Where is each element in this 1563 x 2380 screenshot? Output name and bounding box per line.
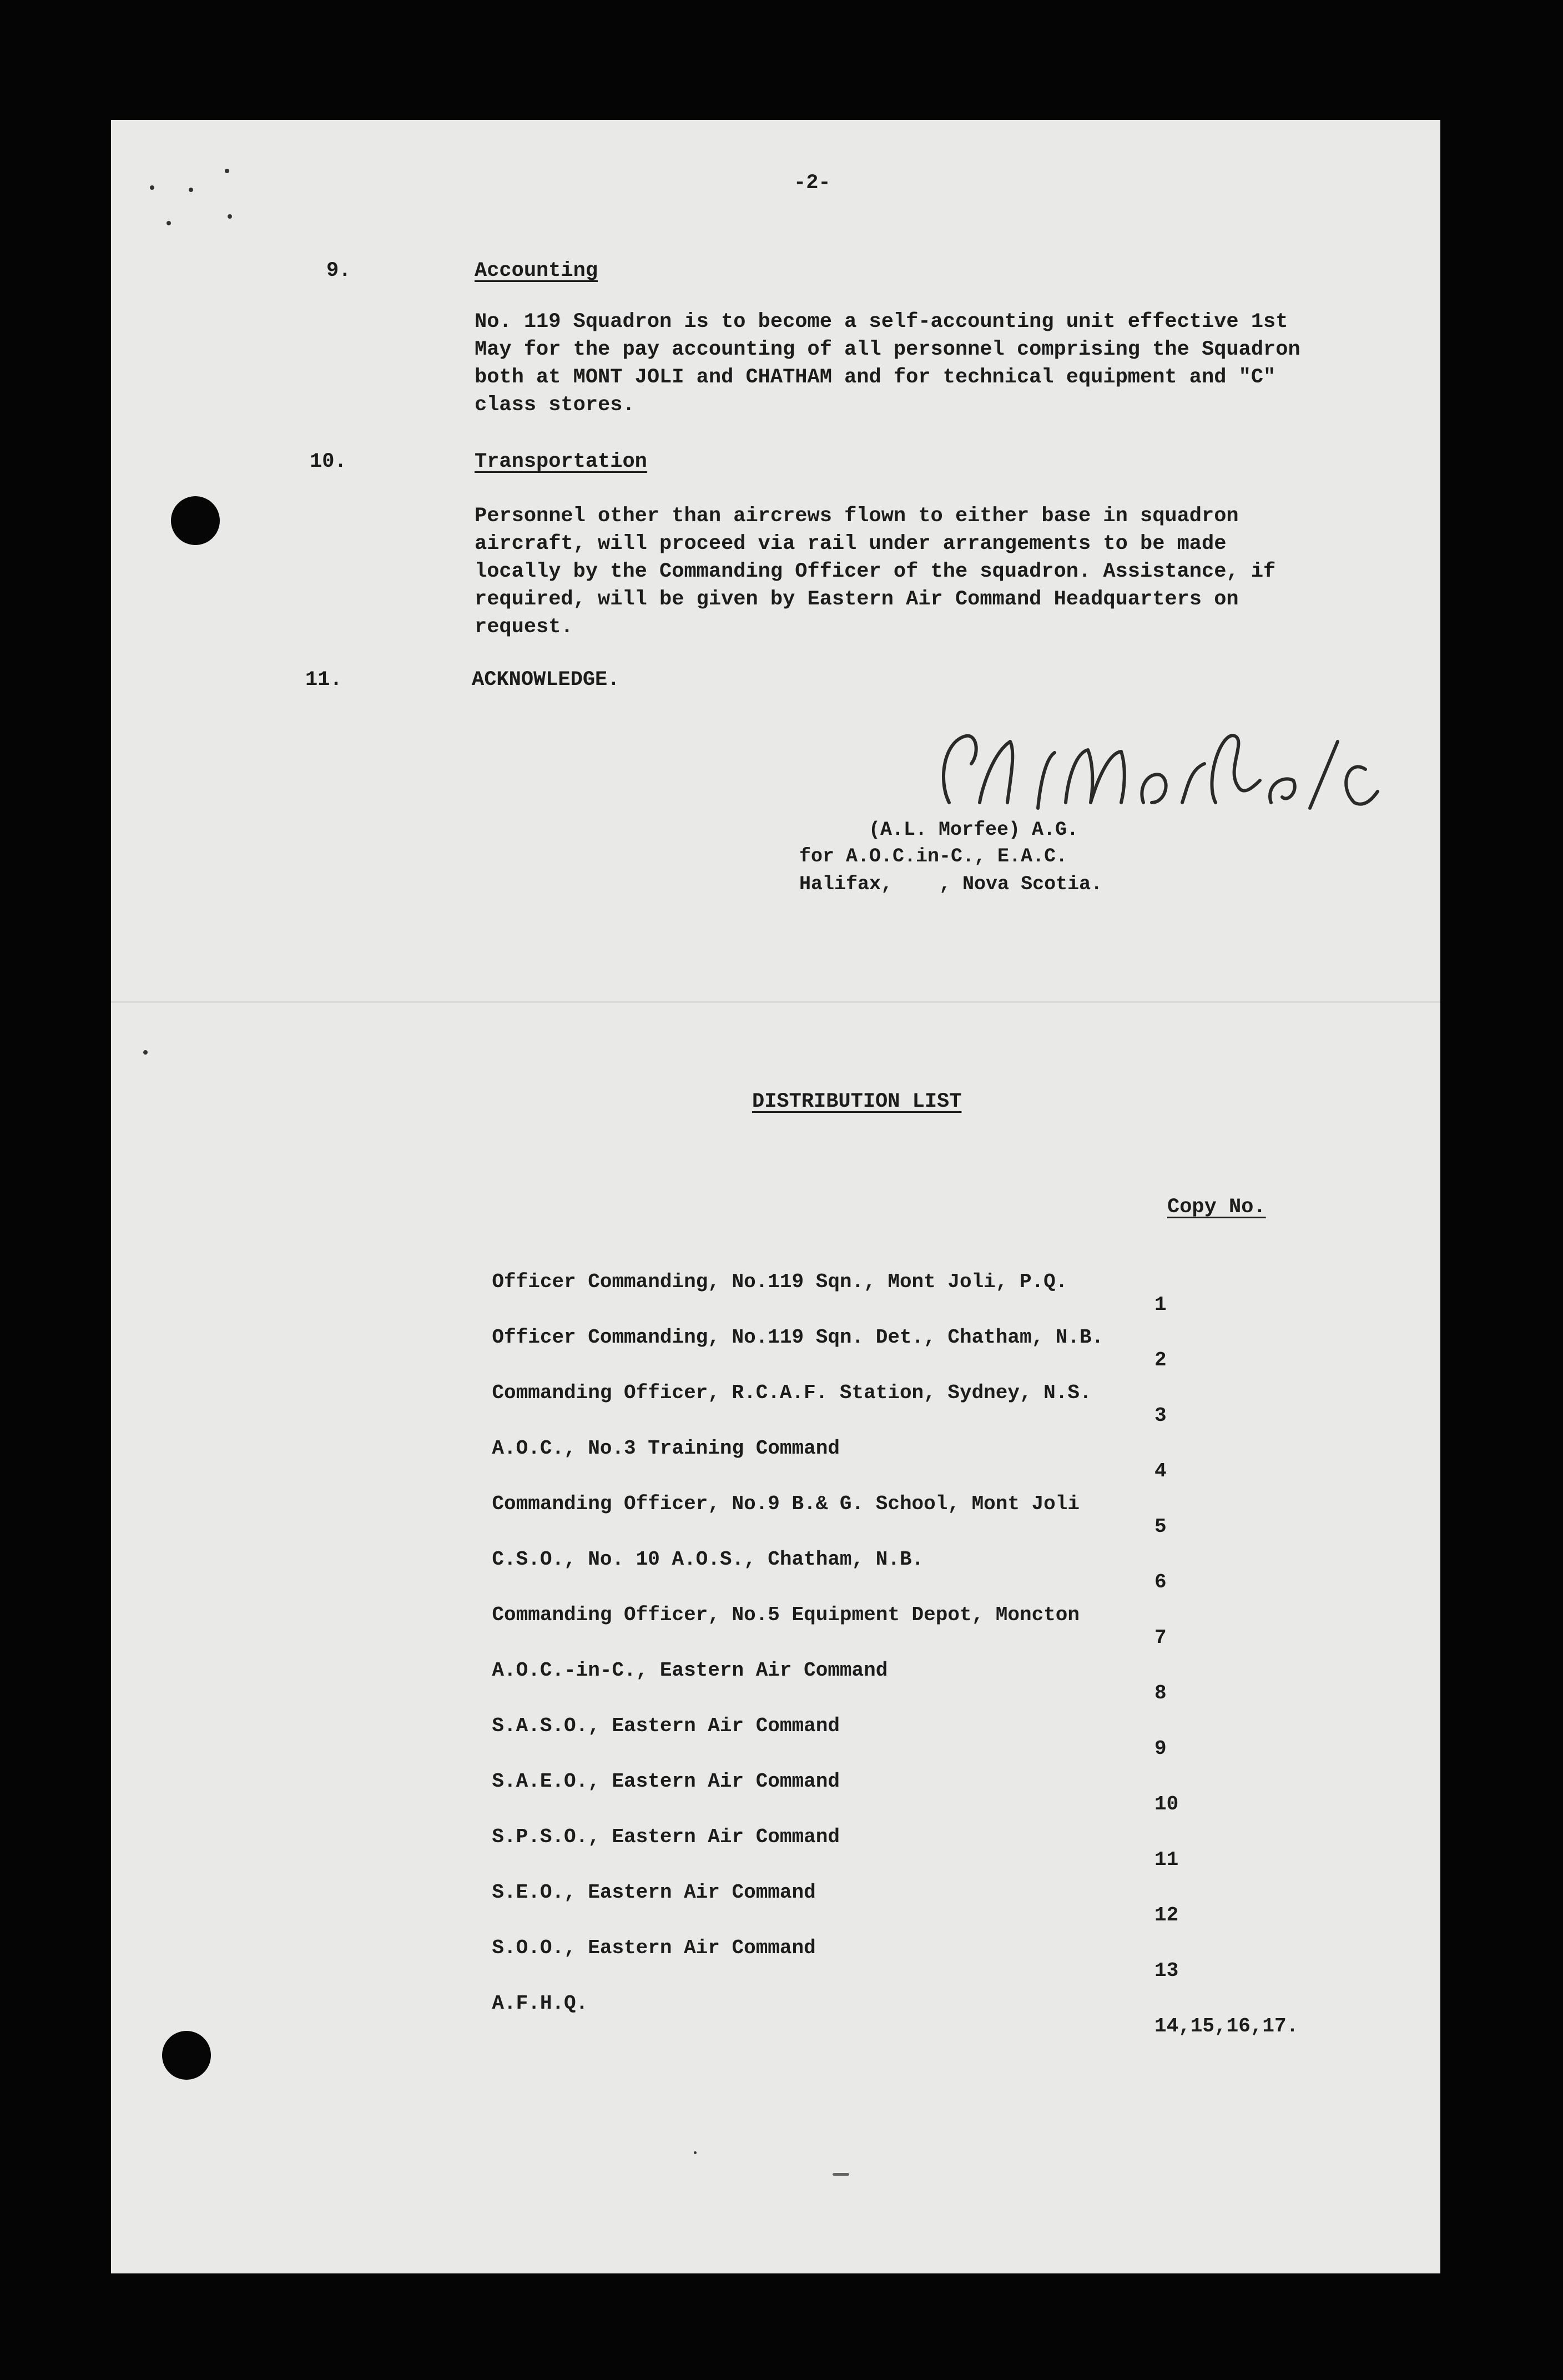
- distribution-row: [444, 1858, 1332, 1927]
- copy-number: 1: [1154, 1293, 1167, 1316]
- recipient: S.E.O., Eastern Air Command: [492, 1881, 816, 1904]
- section-heading: Accounting: [475, 259, 598, 283]
- copy-number: 14,15,16,17.: [1154, 2015, 1299, 2038]
- punch-hole-bottom: [162, 2031, 211, 2080]
- page-fold: [111, 1001, 1440, 1003]
- distribution-row: [444, 1636, 1332, 1705]
- distribution-row: [444, 1914, 1332, 1982]
- document-page: [111, 120, 1440, 2273]
- distribution-row: [444, 1747, 1332, 1816]
- section-number: 10.: [310, 450, 347, 473]
- section-line: locally by the Commanding Officer of the squadron. Assistance, if: [475, 560, 1276, 583]
- recipient: A.F.H.Q.: [492, 1992, 588, 2015]
- distribution-row: [444, 1692, 1332, 1760]
- signatory-on-behalf: for A.O.C.in-C., E.A.C.: [799, 845, 1068, 868]
- section-line: May for the pay accounting of all personnel comprising the Squadron: [475, 338, 1300, 361]
- section-line: Personnel other than aircrews flown to either base in squadron: [475, 505, 1239, 528]
- copy-number: 12: [1154, 1904, 1179, 1927]
- section-line: class stores.: [475, 394, 635, 417]
- distribution-row: [444, 1359, 1332, 1427]
- speck: [694, 2151, 697, 2154]
- distribution-row: [444, 1303, 1332, 1371]
- copy-number: 2: [1154, 1349, 1167, 1371]
- speck: [143, 1050, 148, 1055]
- recipient: S.A.S.O., Eastern Air Command: [492, 1715, 840, 1737]
- copy-number: 8: [1154, 1682, 1167, 1705]
- signatory-location: Halifax, , Nova Scotia.: [799, 873, 1103, 895]
- recipient: S.P.S.O., Eastern Air Command: [492, 1826, 840, 1848]
- copy-number: 6: [1154, 1571, 1167, 1594]
- recipient: A.O.C., No.3 Training Command: [492, 1437, 840, 1460]
- copy-number: 11: [1154, 1848, 1179, 1871]
- recipient: S.O.O., Eastern Air Command: [492, 1937, 816, 1959]
- handwritten-signature: [927, 719, 1399, 825]
- copy-number: 9: [1154, 1737, 1167, 1760]
- section-heading: Transportation: [475, 450, 647, 473]
- copy-number: 5: [1154, 1515, 1167, 1538]
- distribution-title: DISTRIBUTION LIST: [752, 1090, 962, 1113]
- recipient: Officer Commanding, No.119 Sqn., Mont Joli, P.Q.: [492, 1270, 1068, 1293]
- speck: [228, 214, 232, 219]
- page-number: -2-: [794, 172, 831, 195]
- distribution-row: [444, 1581, 1332, 1649]
- recipient: Commanding Officer, No.9 B.& G. School, Mont Joli: [492, 1492, 1080, 1515]
- copy-number: 3: [1154, 1404, 1167, 1427]
- speck: [150, 185, 154, 190]
- copy-number: 4: [1154, 1460, 1167, 1483]
- speck: [189, 188, 193, 192]
- recipient: C.S.O., No. 10 A.O.S., Chatham, N.B.: [492, 1548, 924, 1571]
- recipient: Officer Commanding, No.119 Sqn. Det., Chatham, N.B.: [492, 1326, 1104, 1349]
- section-line: aircraft, will proceed via rail under arrangements to be made: [475, 532, 1227, 556]
- distribution-row: [444, 1248, 1332, 1316]
- speck: [167, 221, 171, 225]
- copy-number: 7: [1154, 1626, 1167, 1649]
- section-line: both at MONT JOLI and CHATHAM and for technical equipment and "C": [475, 366, 1276, 389]
- section-line: No. 119 Squadron is to become a self-accounting unit effective 1st: [475, 310, 1288, 334]
- recipient: Commanding Officer, No.5 Equipment Depot, Moncton: [492, 1604, 1080, 1626]
- recipient: Commanding Officer, R.C.A.F. Station, Sydney, N.S.: [492, 1381, 1092, 1404]
- copy-number: 13: [1154, 1959, 1179, 1982]
- distribution-row: [444, 1525, 1332, 1594]
- acknowledge-text: ACKNOWLEDGE.: [472, 668, 620, 692]
- distribution-row: [444, 1414, 1332, 1483]
- copy-number-header: Copy No.: [1167, 1196, 1266, 1219]
- recipient: S.A.E.O., Eastern Air Command: [492, 1770, 840, 1793]
- section-line: request.: [475, 616, 573, 639]
- speck: [225, 169, 229, 173]
- distribution-row: [444, 1470, 1332, 1538]
- distribution-row: [444, 1803, 1332, 1871]
- signatory-name: (A.L. Morfee) A.G.: [869, 819, 1079, 841]
- section-line: required, will be given by Eastern Air Command Headquarters on: [475, 588, 1239, 611]
- section-number: 9.: [326, 259, 351, 283]
- section-number: 11.: [305, 668, 342, 692]
- punch-hole-top: [171, 496, 220, 545]
- film-speck: [833, 2173, 849, 2176]
- copy-number: 10: [1154, 1793, 1179, 1816]
- recipient: A.O.C.-in-C., Eastern Air Command: [492, 1659, 888, 1682]
- distribution-row: [444, 1969, 1332, 2038]
